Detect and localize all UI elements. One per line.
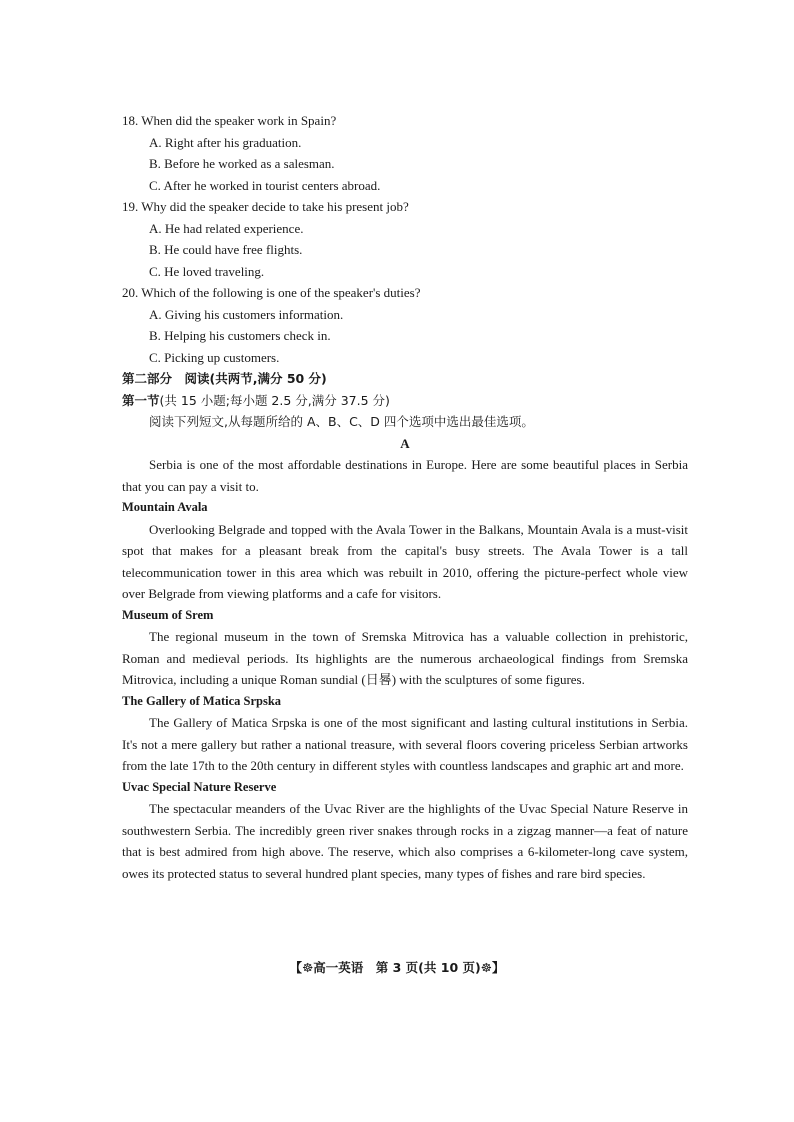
option-b: B. Helping his customers check in.: [149, 328, 331, 343]
footer-close-bracket: 】: [491, 960, 505, 975]
place-gallery-matica-srpska: [122, 691, 688, 777]
option-b: B. He could have free flights.: [149, 242, 303, 257]
place-text: The regional museum in the town of Sremska Mitrovica has a valuable collection in prehistoric, Roman and medieval periods. Its highlights are the numerous archaeological findings from Sremska Mitrovica, including a unique Roman sundial (日晷) with the sculptures of some figures.: [122, 629, 688, 687]
question-stem: 20. Which of the following is one of the speaker's duties?: [122, 285, 421, 300]
place-uvac-reserve: [122, 777, 688, 885]
option-c: C. He loved traveling.: [149, 263, 265, 279]
section-title: [122, 390, 688, 412]
option-b: B. Before he worked as a salesman.: [149, 156, 335, 171]
question-19: [122, 196, 688, 282]
footer-text: 高一英语 第 3 页(共 10 页): [313, 960, 481, 975]
page-content: [122, 110, 688, 884]
question-18: [122, 110, 688, 196]
place-text: The spectacular meanders of the Uvac River are the highlights of the Uvac Special Nature Reserve in southwestern Serbia. The incredibly green river snakes through rocks in a zigzag manner—a feat of nature that is best admired from high above. The reserve, which also comprises a 6-kilometer-long cave system, owes its protected status to several hundred plant species, many types of fishes and rare bird species.: [122, 801, 688, 881]
question-20: [122, 282, 688, 368]
option-a: A. He had related experience.: [149, 220, 304, 236]
option-c: C. Picking up customers.: [149, 349, 280, 365]
question-stem: 19. Why did the speaker decide to take his present job?: [122, 199, 409, 214]
passage-letter: A: [400, 435, 410, 451]
place-heading: Museum of Srem: [122, 607, 214, 622]
place-heading: Uvac Special Nature Reserve: [122, 779, 277, 794]
place-text: Overlooking Belgrade and topped with the Avala Tower in the Balkans, Mountain Avala is a must-visit spot that makes for a pleasant break from the capital's busy streets. The Avala Tower is a tall telecommunication tower in this area which was rebuilt in 2010, offering the picture-perfect whole view over Belgrade from viewing platforms and a cafe for visitors.: [122, 521, 688, 601]
passage-intro: Serbia is one of the most affordable destinations in Europe. Here are some beautiful places in Serbia that you can pay a visit to.: [122, 457, 688, 494]
option-c: C. After he worked in tourist centers abroad.: [149, 177, 381, 193]
footer-open-bracket: 【: [289, 960, 303, 975]
section-desc: (共 15 小题;每小题 2.5 分,满分 37.5 分): [159, 392, 390, 408]
place-museum-of-srem: [122, 605, 688, 691]
section-label: 第一节: [122, 392, 160, 408]
option-a: A. Right after his graduation.: [149, 134, 302, 150]
question-stem: 18. When did the speaker work in Spain?: [122, 113, 337, 128]
page-footer: [0, 958, 794, 976]
section-instruction: 阅读下列短文,从每题所给的 A、B、C、D 四个选项中选出最佳选项。: [149, 414, 534, 429]
place-heading: Mountain Avala: [122, 500, 208, 514]
place-mountain-avala: [122, 497, 688, 605]
option-a: A. Giving his customers information.: [149, 306, 344, 322]
seal-icon: ☸: [302, 960, 314, 975]
part-title: 第二部分 阅读(共两节,满分 50 分): [122, 371, 327, 386]
place-text: The Gallery of Matica Srpska is one of the most significant and lasting cultural institutions in Serbia. It's not a mere gallery but rather a national treasure, with several floors covering priceless Serbian artworks from the late 17th to the 20th century in different styles with countless landscapes and graphic art and more.: [122, 715, 688, 773]
seal-icon: ☸: [480, 960, 492, 975]
place-heading: The Gallery of Matica Srpska: [122, 693, 282, 708]
